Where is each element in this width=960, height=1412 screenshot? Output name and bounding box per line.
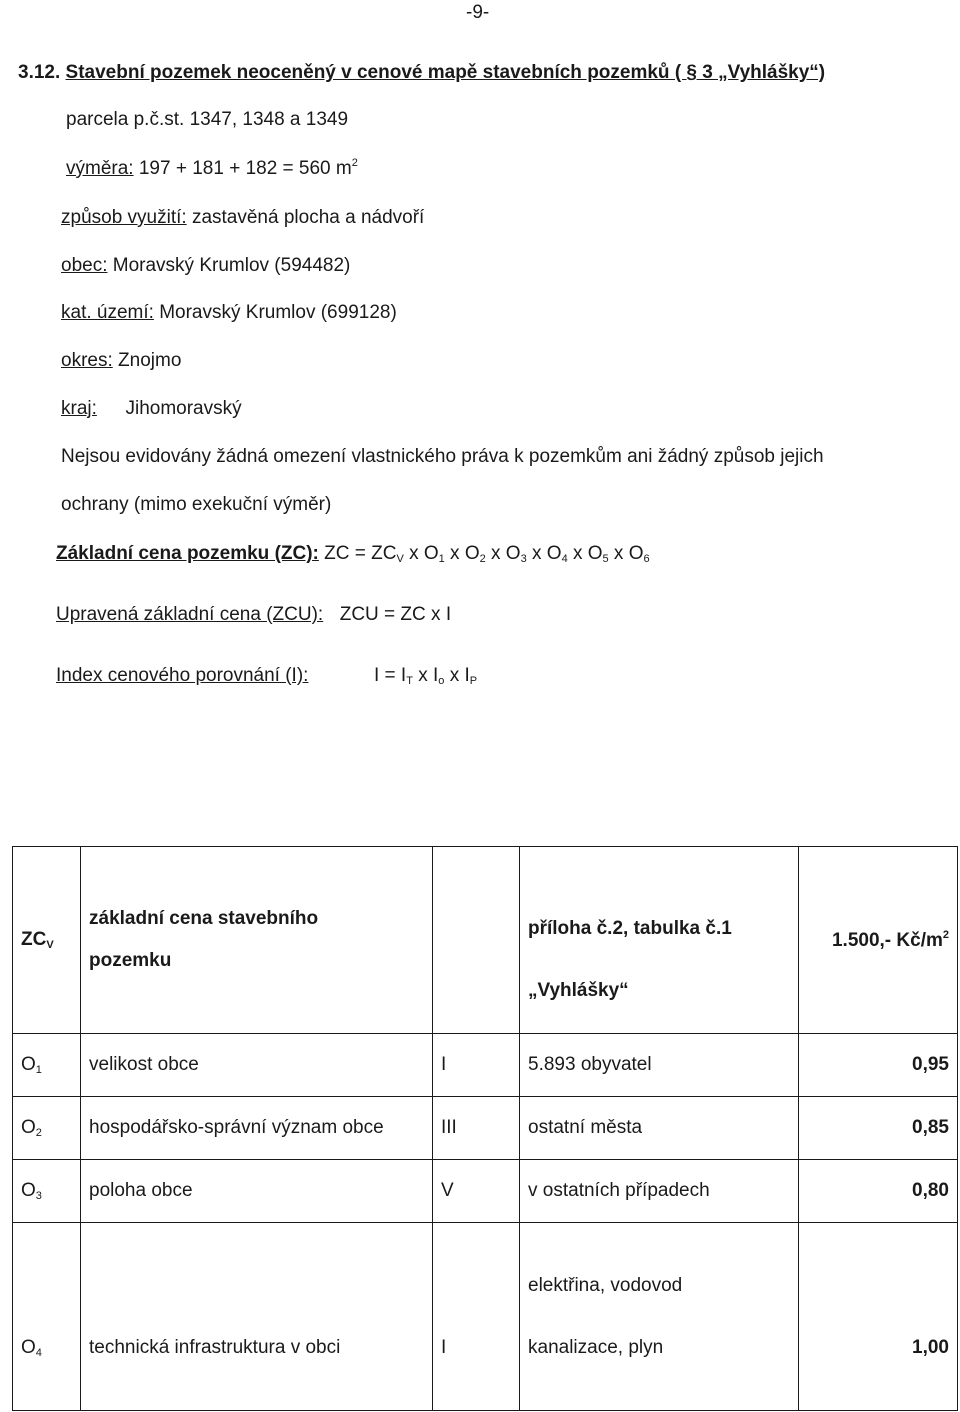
section-heading <box>18 62 825 84</box>
header-ref: příloha č.2, tabulka č.1 „Vyhlášky“ <box>520 847 799 1034</box>
section-title: Stavební pozemek neoceněný v cenové mapě stavebních pozemků ( § 3 „Vyhlášky“) <box>65 62 826 83</box>
usage-line <box>61 207 424 229</box>
adjusted-price-line <box>56 604 451 626</box>
region-value: Jihomoravský <box>125 398 242 419</box>
row-desc: 5.893 obyvatel <box>520 1034 799 1097</box>
district-label: okres: <box>61 350 113 371</box>
header-code: $ZC_V$ <box>13 847 81 1034</box>
row-name: hospodářsko-správní význam obce <box>81 1097 433 1160</box>
base-price-formula: ZC = $ZC_V$ x $O_1$ x $O_2$ x $O_3$ x $O_4$ x $O_5$ x $O_6$ <box>324 543 650 565</box>
row-class: I <box>433 1223 520 1411</box>
base-price-label: Základní cena pozemku (ZC): <box>56 543 319 564</box>
adjusted-price-formula: ZCU = ZC x I <box>339 604 452 625</box>
row-value: 0,95 <box>799 1034 958 1097</box>
table-header-row <box>13 847 958 1034</box>
municipality-line <box>61 255 350 277</box>
row-desc: elektřina, vodovod kanalizace, plyn <box>520 1223 799 1411</box>
restriction-line-2: ochrany (mimo exekuční výměr) <box>61 494 332 515</box>
usage-value: zastavěná plocha a nádvoří <box>191 207 425 228</box>
parcel-prefix: parcela p.č.st. <box>66 109 185 130</box>
header-name: základní cena stavebního pozemku <box>81 847 433 1034</box>
usage-label: způsob využití: <box>61 207 187 228</box>
region-label: kraj: <box>61 398 97 419</box>
table-row <box>13 1097 958 1160</box>
row-name: technická infrastruktura v obci <box>81 1223 433 1411</box>
municipality-label: obec: <box>61 255 108 276</box>
cadastral-label: kat. území: <box>61 302 154 323</box>
table-row <box>13 1223 958 1411</box>
district-value: Znojmo <box>118 350 182 371</box>
row-code: $O_1$ <box>13 1034 81 1097</box>
section-number: 3.12. <box>18 62 61 83</box>
municipality-value: Moravský Krumlov (594482) <box>112 255 351 276</box>
area-line <box>66 157 358 180</box>
row-name: velikost obce <box>81 1034 433 1097</box>
parcel-line <box>66 109 348 131</box>
adjusted-price-label: Upravená základní cena (ZCU): <box>56 604 324 625</box>
cadastral-value: Moravský Krumlov (699128) <box>159 302 397 323</box>
row-name: poloha obce <box>81 1160 433 1223</box>
header-value: 1.500,- $Kč/m^2$ <box>799 847 958 1034</box>
row-code: $O_4$ <box>13 1223 81 1411</box>
area-label: výměra: <box>66 158 134 179</box>
price-table <box>12 846 958 1411</box>
region-line <box>61 398 242 420</box>
row-class: III <box>433 1097 520 1160</box>
table-row <box>13 1160 958 1223</box>
district-line <box>61 350 181 372</box>
row-value: 0,85 <box>799 1097 958 1160</box>
row-class: I <box>433 1034 520 1097</box>
row-value: 0,80 <box>799 1160 958 1223</box>
restriction-line-1: Nejsou evidovány žádná omezení vlastnického práva k pozemkům ani žádný způsob jejich <box>61 446 824 467</box>
row-code: $O_2$ <box>13 1097 81 1160</box>
index-formula: $I = I_T$ x $I_o$ x $I_P$ <box>374 665 478 687</box>
row-value: 1,00 <box>799 1223 958 1411</box>
index-label: Index cenového porovnání (I): <box>56 665 309 686</box>
index-line <box>56 665 308 687</box>
row-class: V <box>433 1160 520 1223</box>
table-row <box>13 1034 958 1097</box>
header-class <box>433 847 520 1034</box>
row-desc: ostatní města <box>520 1097 799 1160</box>
area-value: 197 + 181 + 182 = 560 m <box>138 158 352 179</box>
parcel-value: 1347, 1348 a 1349 <box>189 109 349 130</box>
row-code: $O_3$ <box>13 1160 81 1223</box>
area-sup: 2 <box>351 157 358 169</box>
base-price-line <box>56 543 650 565</box>
row-desc: v ostatních případech <box>520 1160 799 1223</box>
page-number: -9- <box>466 2 490 23</box>
cadastral-line <box>61 302 397 324</box>
